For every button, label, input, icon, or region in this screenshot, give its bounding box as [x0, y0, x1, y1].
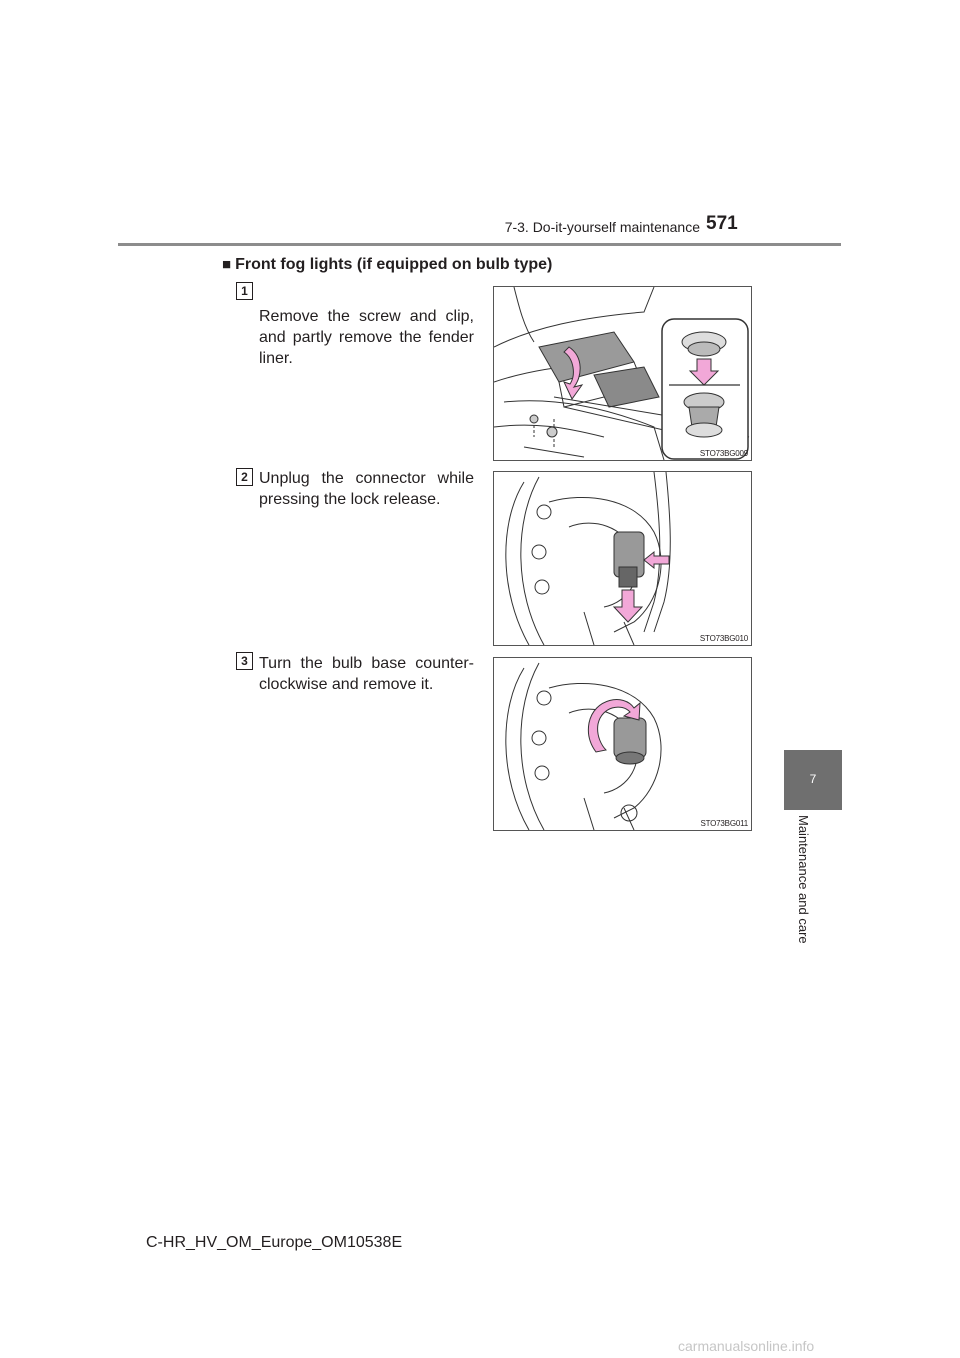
step-number-badge: 2	[236, 468, 253, 486]
figure-code: STO73BG009	[699, 449, 748, 458]
step-text: Remove the screw and clip, and partly remove the fender liner.	[259, 308, 474, 367]
section-title: Front fog lights (if equipped on bulb type)	[235, 256, 553, 273]
fog-light-connector-illustration	[494, 472, 751, 645]
bulb-base-illustration	[494, 658, 751, 830]
watermark: carmanualsonline.info	[678, 1338, 815, 1354]
step-number-badge: 1	[236, 282, 253, 300]
page-number: 571	[706, 213, 738, 234]
step-text: Turn the bulb base counter-clockwise and remove it.	[259, 655, 474, 693]
step-figure-remove-bulb	[493, 657, 752, 831]
step-figure-remove-clip	[493, 286, 752, 461]
fender-liner-illustration	[494, 287, 751, 460]
document-code: C-HR_HV_OM_Europe_OM10538E	[146, 1234, 403, 1251]
chapter-tab[interactable]	[784, 750, 842, 810]
chapter-title: Maintenance and care	[796, 815, 811, 944]
step-text: Unplug the connector while pressing the lock release.	[259, 470, 474, 508]
section-heading	[222, 256, 552, 274]
step-figure-unplug-connector	[493, 471, 752, 646]
figure-code: STO73BG010	[699, 634, 748, 643]
step-number-badge: 3	[236, 652, 253, 670]
square-bullet-icon: ■	[222, 256, 232, 273]
header-divider	[118, 243, 841, 246]
header-section-title: 7-3. Do-it-yourself maintenance	[504, 219, 700, 235]
figure-code: STO73BG011	[700, 819, 748, 828]
chapter-number: 7	[809, 772, 817, 786]
